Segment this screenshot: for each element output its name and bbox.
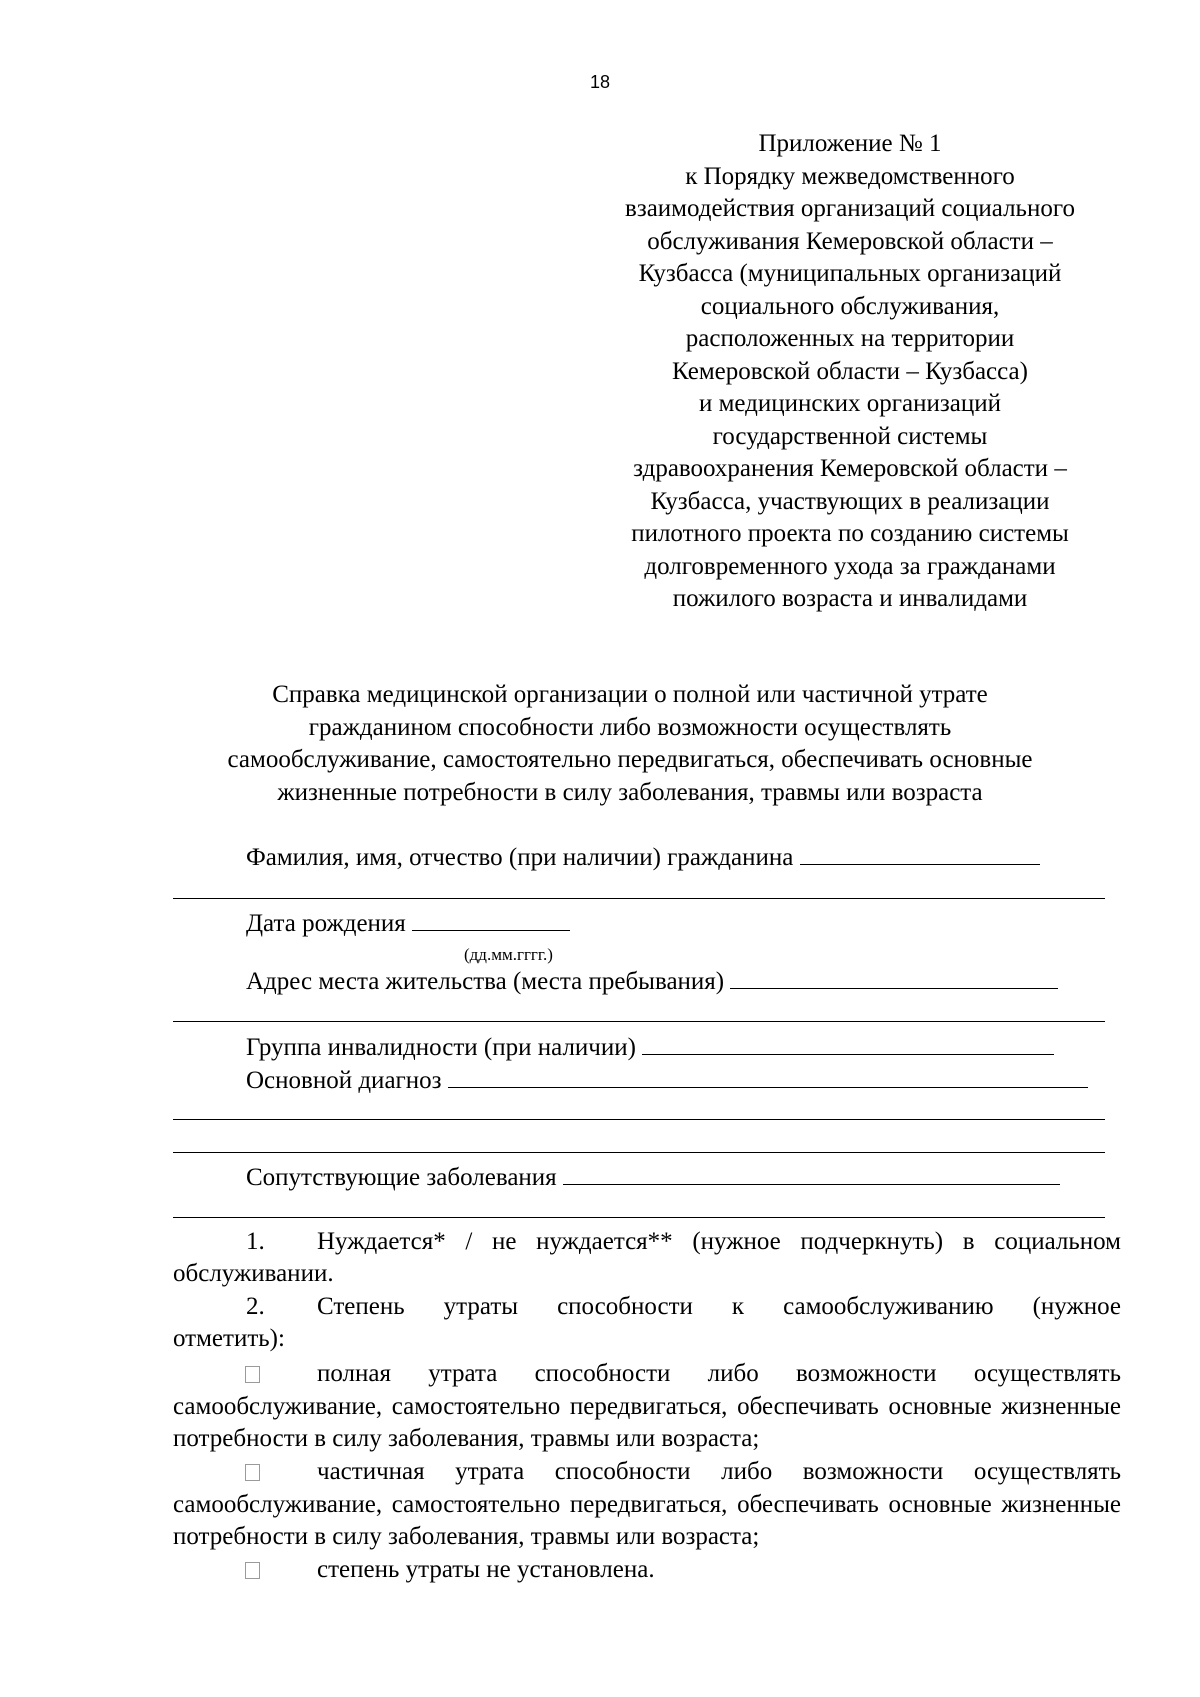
disability-group-row [246, 1032, 1054, 1060]
title-line: гражданином способности либо возможности осуществлять [308, 713, 952, 741]
address-field-continuation[interactable] [173, 1021, 1105, 1022]
comorbidities-label: Сопутствующие заболевания [246, 1164, 557, 1191]
document-title [150, 679, 1110, 809]
comorbidities-row [246, 1162, 1060, 1190]
checkbox-icon[interactable] [245, 1562, 260, 1579]
option-rest: самообслуживание, самостоятельно передвигаться, обеспечивать основные жизненные потребности в силу заболевания, травмы или возраста; [173, 1392, 1121, 1452]
appendix-line: и медицинских организаций [698, 390, 1002, 417]
comorbidities-field[interactable] [563, 1162, 1060, 1185]
appendix-line: к Порядку межведомственного [685, 162, 1015, 190]
item-number: 1. [246, 1228, 265, 1255]
main-diagnosis-field-continuation[interactable] [173, 1152, 1105, 1153]
birth-date-field[interactable] [412, 908, 570, 931]
main-diagnosis-label: Основной диагноз [246, 1067, 442, 1094]
option-text [173, 1456, 1121, 1554]
checkbox-icon[interactable] [245, 1464, 260, 1481]
appendix-line: социального обслуживания, [700, 292, 1000, 320]
item-text: отметить): [173, 1325, 285, 1352]
full-name-field-continuation[interactable] [173, 898, 1105, 899]
item-1 [173, 1226, 1121, 1259]
title-line: самообслуживание, самостоятельно передвигаться, обеспечивать основные [227, 746, 1033, 773]
item-2-continuation [173, 1323, 1121, 1356]
disability-group-field[interactable] [642, 1032, 1054, 1055]
appendix-line: Кузбасса, участвующих в реализации [650, 487, 1050, 515]
option-lead: полная утрата способности либо возможности осуществлять [317, 1360, 1121, 1387]
page-number: 18 [589, 72, 611, 92]
full-name-row [246, 842, 1040, 870]
birth-date-format-hint: (дд.мм.гггг.) [464, 945, 553, 964]
appendix-line: Кузбасса (муниципальных организаций [638, 260, 1062, 287]
main-diagnosis-row [246, 1065, 1088, 1093]
main-diagnosis-field-continuation[interactable] [173, 1119, 1105, 1120]
option-text [173, 1358, 1121, 1456]
appendix-line: долговременного ухода за гражданами [644, 552, 1056, 580]
address-field[interactable] [730, 966, 1058, 989]
appendix-line: государственной системы [712, 422, 988, 450]
item-2 [173, 1291, 1121, 1324]
item-1-continuation [173, 1258, 1121, 1291]
item-text: Нуждается* / не нуждается** (нужное подчеркнуть) в социальном [317, 1228, 1121, 1255]
appendix-line: пилотного проекта по созданию системы [631, 520, 1069, 547]
appendix-line: здравоохранения Кемеровской области – [633, 455, 1067, 482]
option-lead: степень утраты не установлена. [317, 1556, 655, 1583]
birth-date-row [246, 908, 570, 936]
main-diagnosis-field[interactable] [448, 1065, 1088, 1088]
appendix-line: Приложение № 1 [758, 130, 942, 157]
address-label: Адрес места жительства (места пребывания) [246, 968, 725, 995]
item-text: Степень утраты способности к самообслуживанию (нужное [317, 1293, 1121, 1320]
comorbidities-field-continuation[interactable] [173, 1217, 1105, 1218]
option-partial-loss [173, 1456, 1121, 1554]
title-line: жизненные потребности в силу заболевания, травмы или возраста [277, 778, 983, 806]
option-text [173, 1554, 1121, 1587]
option-not-established [173, 1554, 1121, 1587]
appendix-line: расположенных на территории [685, 325, 1015, 352]
title-line: Справка медицинской организации о полной или частичной утрате [272, 681, 988, 708]
appendix-line: пожилого возраста и инвалидами [672, 585, 1028, 612]
appendix-line: Кемеровской области – Кузбасса) [672, 357, 1028, 385]
item-number: 2. [246, 1293, 265, 1320]
address-row [246, 966, 1058, 994]
full-name-label: Фамилия, имя, отчество (при наличии) гражданина [246, 844, 794, 871]
appendix-line: взаимодействия организаций социального [625, 195, 1075, 222]
item-text: обслуживании. [173, 1260, 334, 1287]
full-name-field[interactable] [800, 842, 1040, 865]
disability-group-label: Группа инвалидности (при наличии) [246, 1034, 636, 1061]
appendix-line: обслуживания Кемеровской области – [647, 227, 1053, 255]
appendix-header [590, 128, 1110, 616]
birth-date-label: Дата рождения [246, 910, 406, 937]
option-rest: самообслуживание, самостоятельно передвигаться, обеспечивать основные жизненные потребности в силу заболевания, травмы или возраста; [173, 1490, 1121, 1550]
option-lead: частичная утрата способности либо возможности осуществлять [317, 1458, 1121, 1485]
checkbox-icon[interactable] [245, 1366, 260, 1383]
option-full-loss [173, 1358, 1121, 1456]
